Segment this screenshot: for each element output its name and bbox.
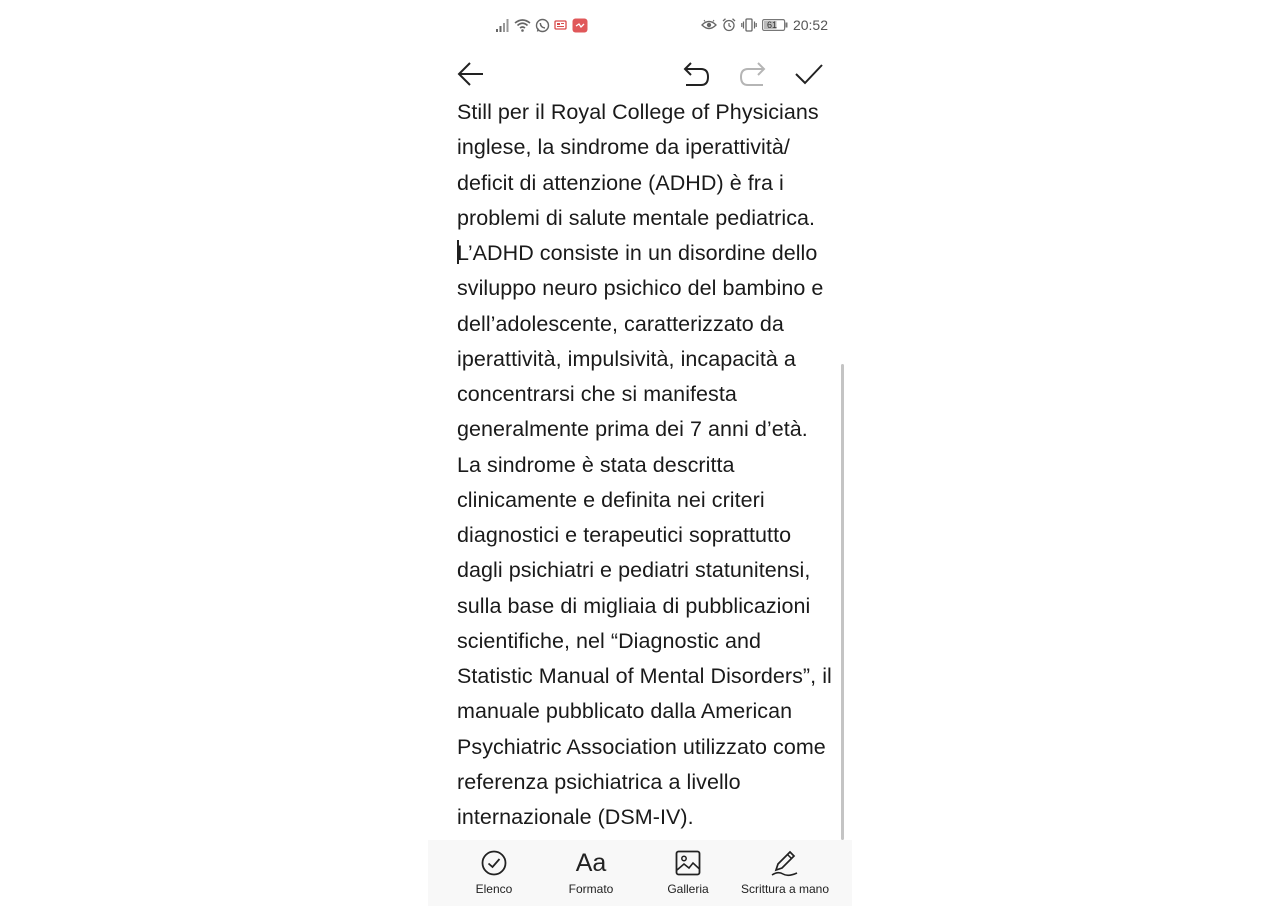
note-body[interactable]: [457, 95, 838, 840]
whatsapp-icon: [535, 18, 550, 33]
handwriting-button[interactable]: [735, 848, 835, 896]
status-bar-right: [701, 15, 828, 35]
check-icon: [794, 61, 824, 87]
redo-icon: [739, 61, 767, 87]
editor-toolbar: [428, 52, 852, 96]
note-text-after-cursor: L’ADHD consiste in un disordine dello sviluppo neuro psichico del bambino e dell’adolescente, caratterizzato da iperattività, impulsività, incapacità a concentrarsi che si manifesta generalmente prima dei 7 anni d’età. La sindrome è stata descritta clinicamente e definita nei criteri diagnostici e terapeutici soprattutto dagli psichiatri e pediatri statunitensi, sulla base di migliaia di pubblicazioni scientifiche, nel “Diagnostic and Statistic Manual of Mental Disorders”, il manuale pubblicato dalla American Psychiatric Association utilizzato come referenza psichiatrica a livello internazionale (DSM-IV).: [457, 241, 838, 829]
gallery-button[interactable]: [638, 848, 738, 896]
note-text-before-cursor: Still per il Royal College of Physicians inglese, la sindrome da iperattività/ deficit di attenzione (ADHD) è fra i problemi di salute mentale pediatrica.: [457, 100, 819, 230]
back-button[interactable]: [454, 58, 486, 90]
status-bar: [428, 0, 852, 50]
status-bar-left: [496, 15, 588, 35]
bottom-toolbar: [428, 840, 852, 906]
undo-button[interactable]: [680, 58, 712, 90]
alarm-icon: [722, 18, 736, 32]
format-text-icon: Aa: [575, 849, 607, 877]
battery-level-text: 61: [766, 20, 777, 30]
scrollbar[interactable]: [841, 364, 844, 840]
signal-icon: [496, 18, 510, 32]
checklist-icon: [480, 848, 508, 878]
format-button[interactable]: [541, 848, 641, 896]
confirm-button[interactable]: [793, 58, 825, 90]
note-text[interactable]: [457, 95, 838, 835]
checklist-button[interactable]: [444, 848, 544, 896]
news-app-icon: [554, 19, 568, 31]
handwriting-label: Scrittura a mano: [740, 882, 830, 896]
wifi-icon: [514, 18, 531, 32]
handwriting-icon: [770, 848, 800, 878]
checklist-label: Elenco: [475, 882, 513, 896]
vibrate-icon: [741, 18, 757, 32]
redo-button[interactable]: [737, 58, 769, 90]
status-time: 20:52: [792, 17, 828, 33]
eye-comfort-icon: [701, 19, 717, 31]
gallery-label: Galleria: [667, 882, 709, 896]
gallery-icon: [675, 848, 701, 878]
app-notification-icon: [572, 18, 588, 33]
format-label: Formato: [568, 882, 614, 896]
battery-icon: [762, 19, 788, 31]
back-arrow-icon: [456, 61, 484, 87]
undo-icon: [682, 61, 710, 87]
note-editor-screen: [428, 0, 852, 906]
